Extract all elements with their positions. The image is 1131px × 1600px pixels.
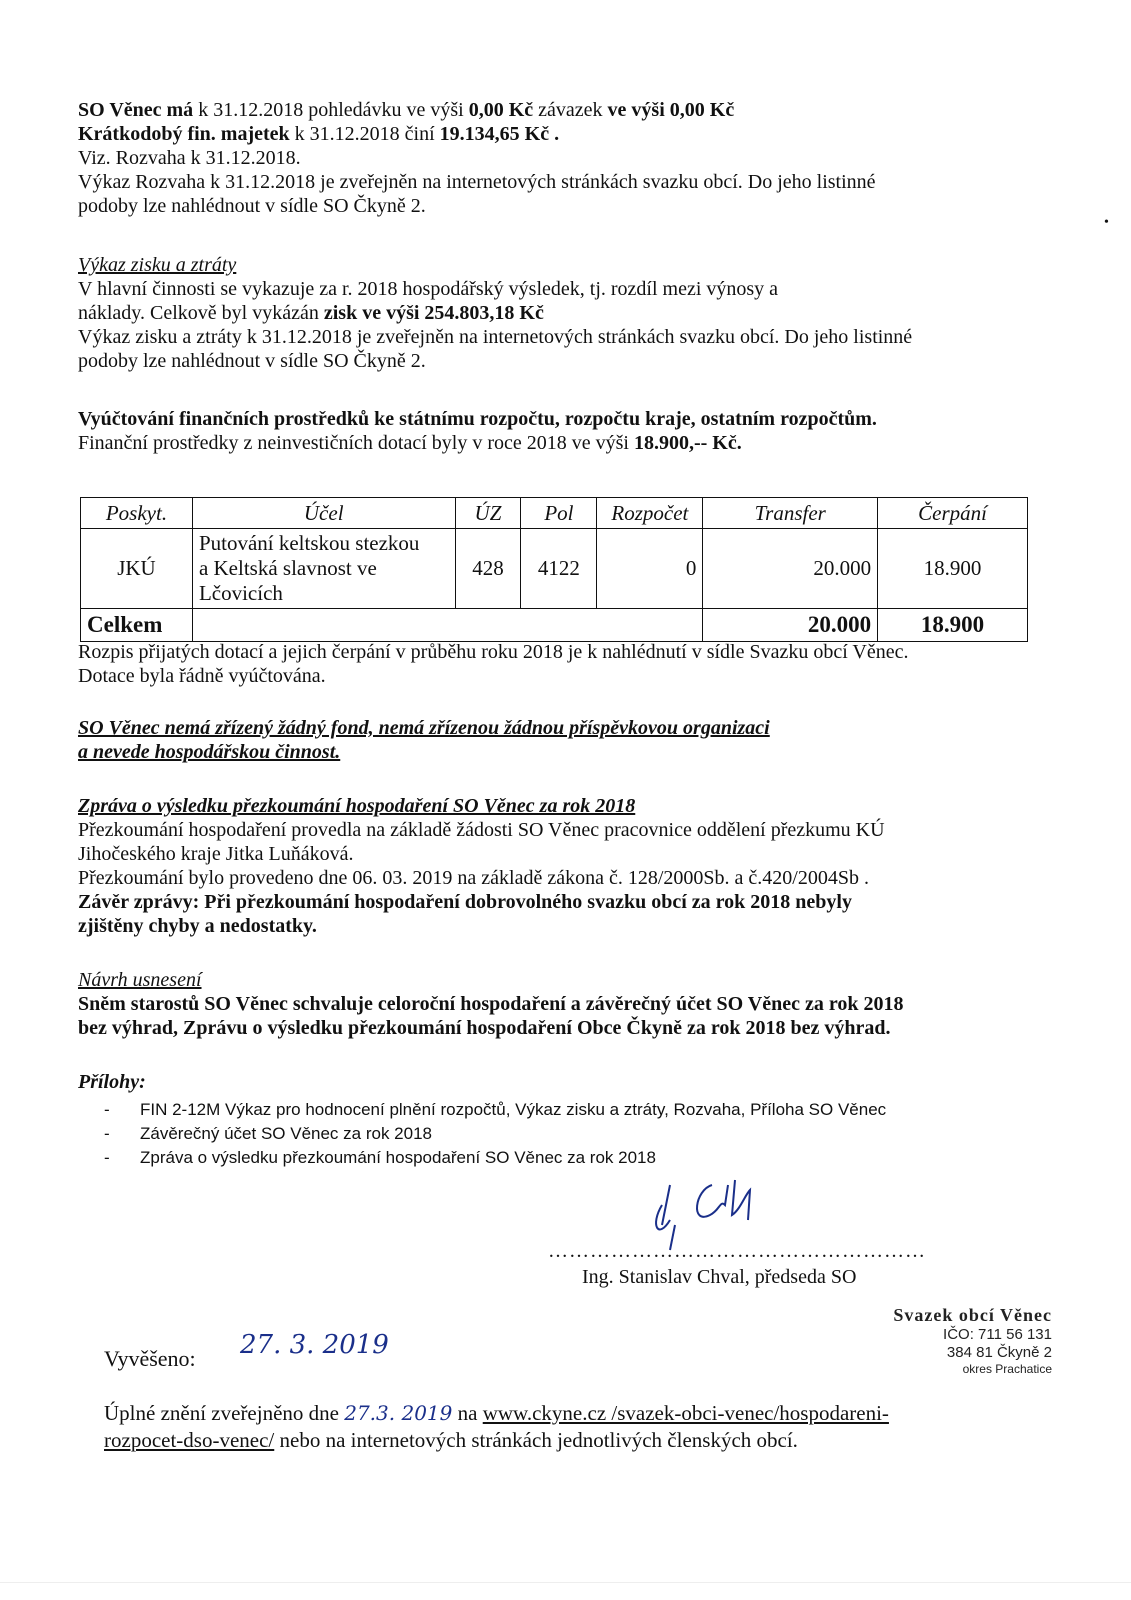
- receivable-value: 0,00 Kč: [468, 99, 534, 121]
- attachment-3: Zpráva o výsledku přezkoumání hospodaření SO Věnec za rok 2018: [140, 1148, 656, 1167]
- balance-line-3: Viz. Rozvaha k 31.12.2018.: [78, 147, 301, 169]
- cell-cerpani: 18.900: [878, 529, 1028, 609]
- page-edge: [0, 1582, 1131, 1583]
- list-item: - FIN 2-12M Výkaz pro hodnocení plnění rozpočtů, Výkaz zisku a ztráty, Rozvaha, Příloha SO Věnec: [104, 1100, 887, 1119]
- settlement-line-1: [78, 431, 1088, 455]
- list-item: - Závěrečný účet SO Věnec za rok 2018: [104, 1124, 432, 1143]
- attachments-list: [78, 1098, 1068, 1170]
- profit-value: zisk ve výši 254.803,18 Kč: [323, 302, 544, 324]
- publication-date: 27.3. 2019: [344, 1401, 453, 1425]
- audit-conclusion-1: Závěr zprávy: Při přezkoumání hospodaření dobrovolného svazku obcí za rok 2018 nebyly: [78, 891, 852, 913]
- audit-heading: Zpráva o výsledku přezkoumání hospodaření SO Věnec za rok 2018: [78, 795, 636, 817]
- header-pol: Pol: [521, 498, 597, 529]
- no-fund-line-1: SO Věnec nemá zřízený žádný fond, nemá zřízenou žádnou příspěvkovou organizaci: [78, 717, 770, 739]
- header-rozpocet: Rozpočet: [597, 498, 703, 529]
- ucel-line-3: Lčovicích: [198, 581, 283, 605]
- no-fund-statement: [78, 716, 1068, 764]
- total-label: Celkem: [81, 609, 193, 642]
- total-cerpani: 18.900: [878, 609, 1028, 642]
- balance-line-4: Výkaz Rozvaha k 31.12.2018 je zveřejněn na internetových stránkách svazku obcí. Do jeho listinné: [78, 171, 876, 193]
- audit-section: [78, 794, 1068, 938]
- header-cerpani: Čerpání: [878, 498, 1028, 529]
- audit-conclusion-2: zjištěny chyby a nedostatky.: [78, 915, 317, 937]
- resolution-heading: Návrh usnesení: [78, 969, 202, 991]
- resolution-line-1: Sněm starostů SO Věnec schvaluje celoroční hospodaření a závěrečný účet SO Věnec za rok 2018: [78, 993, 904, 1015]
- publication-link-continued[interactable]: rozpocet-dso-venec/: [104, 1428, 275, 1452]
- short-term-assets-text: k 31.12.2018 činí: [289, 123, 440, 145]
- audit-line-1: Přezkoumání hospodaření provedla na základě žádosti SO Věnec pracovnice oddělení přezkumu KÚ: [78, 819, 885, 841]
- attachments-heading: Přílohy:: [78, 1071, 146, 1093]
- balance-line-5: podoby lze nahlédnout v sídle SO Čkyně 2.: [78, 195, 426, 217]
- balance-section: [78, 98, 1068, 218]
- cell-rozpocet: 0: [597, 529, 703, 609]
- list-item: - Zpráva o výsledku přezkoumání hospodaření SO Věnec za rok 2018: [104, 1148, 656, 1167]
- subsidy-note: [78, 640, 1098, 688]
- profit-loss-line-3: Výkaz zisku a ztráty k 31.12.2018 je zveřejněn na internetových stránkách svazku obcí. Do jeho listinné: [78, 326, 913, 348]
- resolution-line-2: bez výhrad, Zprávu o výsledku přezkoumání hospodaření Obce Čkyně za rok 2018 bez výhrad.: [78, 1017, 891, 1039]
- cell-uz: 428: [455, 529, 521, 609]
- table-header-row: [81, 498, 1028, 529]
- attachment-2: Závěrečný účet SO Věnec za rok 2018: [140, 1124, 432, 1143]
- profit-loss-heading: Výkaz zisku a ztráty: [78, 254, 237, 276]
- publication-text-a: Úplné znění zveřejněno dne: [104, 1401, 345, 1425]
- liability-text: závazek: [533, 99, 608, 121]
- attachment-1: FIN 2-12M Výkaz pro hodnocení plnění rozpočtů, Výkaz zisku a ztráty, Rozvaha, Příloha SO Věnec: [140, 1100, 887, 1119]
- profit-loss-line-1: V hlavní činnosti se vykazuje za r. 2018 hospodářský výsledek, tj. rozdíl mezi výnosy a: [78, 278, 779, 300]
- no-fund-line-2: a nevede hospodářskou činnost.: [78, 741, 341, 763]
- attachments-section: [78, 1070, 1068, 1170]
- ucel-line-1: Putování keltskou stezkou: [198, 531, 420, 555]
- short-term-assets-value: 19.134,65 Kč .: [439, 123, 560, 145]
- scan-mark: •: [1104, 215, 1109, 230]
- subsidy-table: [80, 497, 1028, 642]
- total-empty: [192, 609, 702, 642]
- signatory-name: Ing. Stanislav Chval, předseda SO: [582, 1266, 857, 1288]
- official-stamp: [852, 1305, 1052, 1376]
- stamp-address: 384 81 Čkyně 2: [946, 1344, 1052, 1361]
- header-uz: ÚZ: [455, 498, 521, 529]
- stamp-district: okres Prachatice: [962, 1362, 1052, 1376]
- publication-link[interactable]: www.ckyne.cz /svazek-obci-venec/hospodareni-: [482, 1401, 889, 1425]
- table-total-row: [81, 609, 1028, 642]
- balance-line-2: [78, 122, 1068, 146]
- signature-line: ………………………………………………: [548, 1240, 926, 1262]
- cell-transfer: 20.000: [703, 529, 878, 609]
- posted-date: 27. 3. 2019: [240, 1330, 389, 1360]
- settlement-value: 18.900,-- Kč.: [633, 432, 742, 454]
- receivable-text: k 31.12.2018 pohledávku ve výši: [193, 99, 469, 121]
- so-venec-label: SO Věnec má: [78, 99, 194, 121]
- total-transfer: 20.000: [703, 609, 878, 642]
- profit-text: náklady. Celkově byl vykázán: [78, 302, 324, 324]
- liability-value: ve výši 0,00 Kč: [607, 99, 735, 121]
- balance-line-1: [78, 98, 1068, 122]
- settlement-section: [78, 407, 1088, 455]
- cell-poskyt: JKÚ: [81, 529, 193, 609]
- profit-loss-line-2: [78, 301, 1068, 325]
- audit-line-2: Jihočeského kraje Jitka Luňáková.: [78, 843, 354, 865]
- stamp-ico: IČO: 711 56 131: [943, 1326, 1052, 1343]
- header-poskyt: Poskyt.: [81, 498, 193, 529]
- resolution-section: [78, 968, 1078, 1040]
- cell-ucel: [192, 529, 455, 609]
- ucel-line-2: a Keltská slavnost ve: [198, 556, 377, 580]
- header-transfer: Transfer: [703, 498, 878, 529]
- short-term-assets-label: Krátkodobý fin. majetek: [78, 123, 290, 145]
- publication-text-b: na: [452, 1401, 483, 1425]
- subsidy-note-line-2: Dotace byla řádně vyúčtována.: [78, 665, 326, 687]
- subsidy-note-line-1: Rozpis přijatých dotací a jejich čerpání v průběhu roku 2018 je k nahlédnutí v sídle Svazku obcí Věnec.: [78, 641, 909, 663]
- audit-line-3: Přezkoumání bylo provedeno dne 06. 03. 2019 na základě zákona č. 128/2000Sb. a č.420/2004Sb .: [78, 867, 869, 889]
- table-row: [81, 529, 1028, 609]
- settlement-text: Finanční prostředky z neinvestičních dotací byly v roce 2018 ve výši: [78, 432, 634, 454]
- publication-note: [104, 1400, 1064, 1454]
- posted-label: Vyvěšeno:: [104, 1346, 196, 1371]
- profit-loss-section: [78, 253, 1068, 373]
- settlement-heading: Vyúčtování finančních prostředků ke státnímu rozpočtu, rozpočtu kraje, ostatním rozpočtům.: [78, 408, 877, 430]
- publication-text-c: nebo na internetových stránkách jednotlivých členských obcí.: [274, 1428, 798, 1452]
- header-ucel: Účel: [192, 498, 455, 529]
- stamp-name: Svazek obcí Věnec: [893, 1305, 1052, 1325]
- profit-loss-line-4: podoby lze nahlédnout v sídle SO Čkyně 2.: [78, 350, 426, 372]
- cell-pol: 4122: [521, 529, 597, 609]
